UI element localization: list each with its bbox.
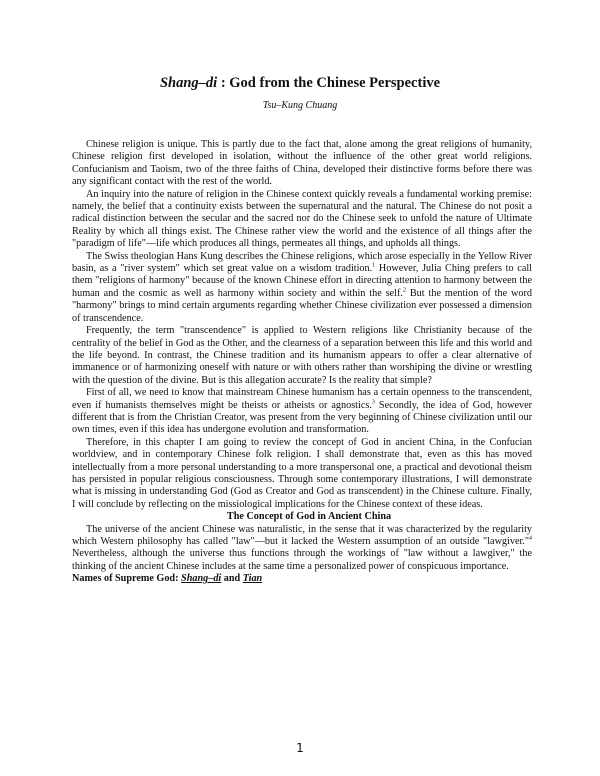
footnote-ref-3: 3 (371, 399, 375, 406)
footnote-ref-2: 2 (402, 287, 406, 294)
document-title (0, 75, 600, 92)
paragraph-3-part-c: But the mention of the word "harmony" brings to mind certain arguments regarding whether Chinese civilization ever possessed a dimension of transcendence. (72, 287, 532, 324)
paragraph-4: Frequently, the term "transcendence" is applied to Western religions like Christianity because of the centrality of the belief in God as the Other, and the clearness of a separation between this life and this world and the life beyond. In contrast, the Chinese tradition and its humanism appears to offer a clear alternative of immanence or of harmonizing oneself with nature or with others rather than worshiping the divine or wrestling with the question of the divine. But is this allegation accurate? Is the reality that simple? (72, 325, 532, 386)
paragraph-7 (72, 524, 532, 574)
document-body (72, 139, 532, 586)
title-rest: : God from the Chinese Perspective (217, 75, 441, 91)
paragraph-7-part-b: Nevertheless, although the universe thus functions through the workings of "law without a lawgiver," the thinking of the ancient Chinese includes at the same time a personalized power of conspicuous importance. (72, 548, 532, 572)
paragraph-6: Therefore, in this chapter I am going to review the concept of God in ancient China, in the Confucian worldview, and in contemporary Chinese folk religion. I shall demonstrate that, even as this has moved intellectually from a more personal understanding to a more transpersonal one, a practical and devotional theism has persisted in popular religious consciousness. Through some contemporary illustrations, I will demonstrate what is missing in understanding God (God as Creator and God as transcendent) in the Chinese culture. Finally, I will conclude by reflecting on the missiological implications for the Chinese context of these ideas. (72, 436, 532, 510)
paragraph-3-part-b: However, Julia Ching prefers to call them "religions of harmony" because of the known Chinese effort in directing attention to harmony between the human and the cosmic as well as harmony within society and within the self. (72, 263, 533, 299)
paragraph-2: An inquiry into the nature of religion in the Chinese context quickly reveals a fundamental working premise: namely, the belief that a continuity exists between the supernatural and the natural. The Chinese do not posit a radical distinction between the secular and the sacred nor do the Chinese seek to unfold the nature of Ultimate Reality by which all things exist. The Chinese rather view the world and the existence of all things after the "paradigm of life"—life which produces all things, permeates all things, and upholds all things. (72, 188, 532, 250)
subhead-term-tian: Tian (242, 573, 263, 585)
page-number: 1 (296, 741, 304, 755)
subhead-and: and (221, 573, 243, 585)
paragraph-5-part-b: Secondly, the idea of God, however different that is from the Christian Creator, was present from the very beginning of Chinese civilization until our own times, even if this idea has undergone evolution and transformation. (72, 399, 532, 436)
subsection-heading (72, 573, 532, 585)
section-heading: The Concept of God in Ancient China (226, 511, 392, 523)
paragraph-3-part-a: The Swiss theologian Hans Kung describes the Chinese religions, which arose especially in the Yellow River basin, as a "river system" which set great value on a wisdom tradition. (72, 250, 532, 275)
footnote-ref-1: 1 (372, 262, 376, 269)
paragraph-5-part-a: First of all, we need to know that mainstream Chinese humanism has a certain openness to the transcendent, even if humanists themselves might be theists or atheists or agnostics. (72, 387, 532, 411)
subhead-prefix: Names of Supreme God: (72, 573, 182, 585)
footnote-ref-4: 4 (529, 535, 532, 542)
author-name: Tsu–Kung Chuang (262, 100, 338, 111)
paragraph-7-part-a: The universe of the ancient Chinese was naturalistic, in the sense that it was characterized by the regularity which Western philosophy has called "law"—but it lacked the Western assumption of an outside "lawgiver." (72, 523, 532, 547)
paragraph-1: Chinese religion is unique. This is partly due to the fact that, alone among the great religions of humanity, Chinese religion first developed in isolation, without the influence of the other great world religions. Confucianism and Taoism, two of the three faiths of China, developed their distinctive forms before there was any significant contact with the rest of the world. (72, 139, 532, 188)
subhead-term-shang-di: Shang–di (181, 573, 222, 585)
paragraph-3 (72, 251, 532, 325)
title-italic: Shang–di (159, 75, 218, 91)
paragraph-5 (72, 387, 532, 437)
